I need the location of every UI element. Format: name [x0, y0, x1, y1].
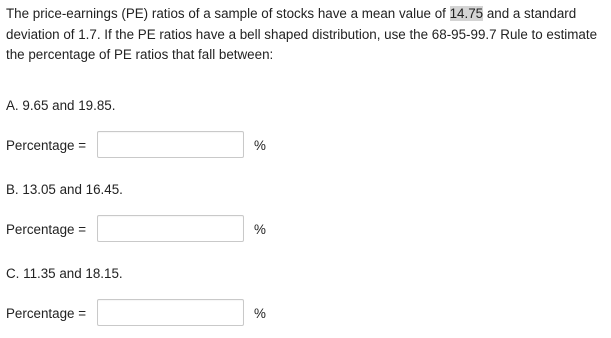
part-c-percentage-input[interactable]	[97, 299, 244, 326]
part-a-percentage-label: Percentage =	[6, 138, 87, 153]
highlighted-mean-value: 14.75	[449, 6, 484, 21]
part-a-percent-unit: %	[254, 138, 266, 153]
question-text-end: and a standard deviation of 1.7. If the PE ratios have a bell shaped distribution, use the 68-95-99.7 Rule to estimate the percentage of PE ratios that fall between:	[6, 6, 598, 62]
part-c-percentage-label: Percentage =	[6, 306, 87, 321]
part-a-label: A. 9.65 and 19.85.	[6, 98, 116, 113]
part-c-percent-unit: %	[254, 306, 266, 321]
question-text-start: The price-earnings (PE) ratios of a sample of stocks have a mean value of	[6, 6, 450, 21]
part-c-label: C. 11.35 and 18.15.	[6, 266, 123, 281]
part-b-percent-unit: %	[254, 222, 266, 237]
part-a-percentage-input[interactable]	[97, 131, 244, 158]
question-text	[6, 4, 606, 66]
part-b-label: B. 13.05 and 16.45.	[6, 182, 123, 197]
part-b-percentage-input[interactable]	[97, 215, 244, 242]
part-b-percentage-label: Percentage =	[6, 222, 87, 237]
